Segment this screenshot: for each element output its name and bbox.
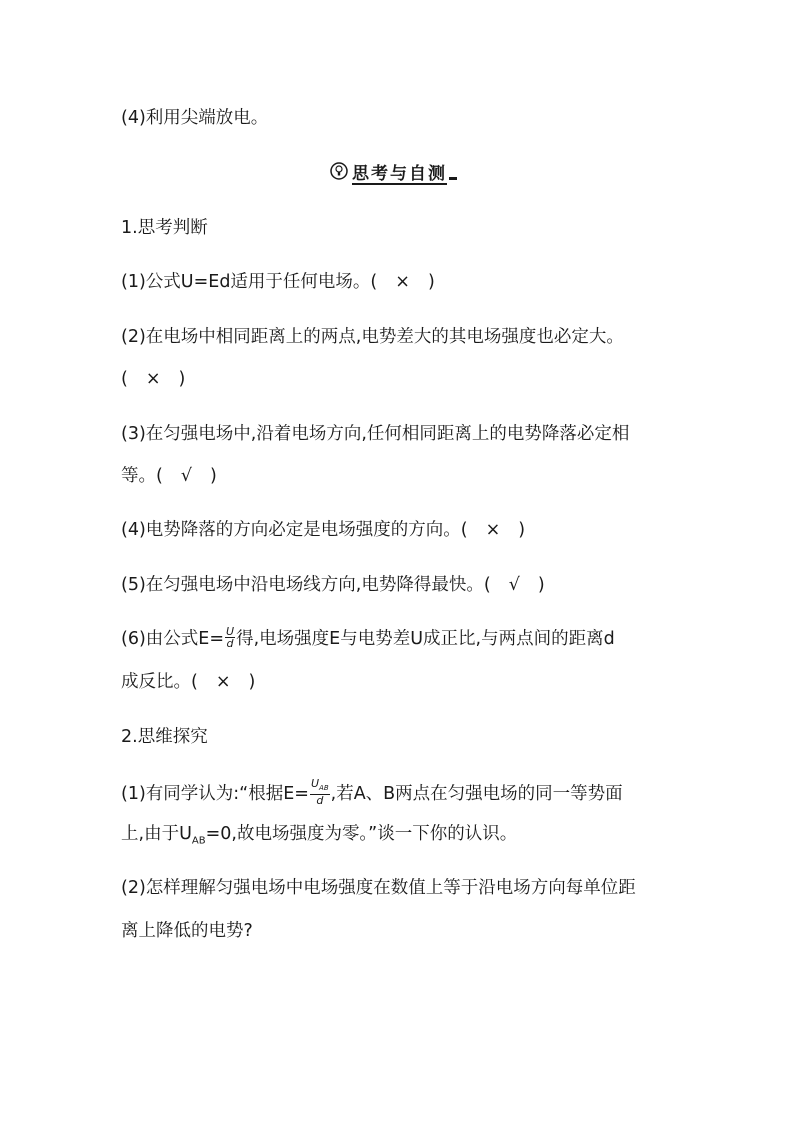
text: =0,故电场强度为零。”谈一下你的认识。 [205, 824, 518, 844]
text: ) [537, 575, 545, 595]
text: 等。( [121, 466, 163, 486]
text: ) [518, 520, 526, 540]
question-3 [121, 422, 629, 446]
text: ( [121, 369, 128, 389]
lightbulb-badge-icon [330, 162, 348, 180]
text: 成反比。( [121, 672, 198, 692]
fraction-u-over-d [225, 626, 235, 649]
answer-mark: √ [180, 466, 192, 486]
text: ) [427, 272, 435, 292]
question-6-answer [121, 670, 255, 694]
question-6 [121, 624, 615, 651]
text: (2)怎样理解匀强电场中电场强度在数值上等于沿电场方向每单位距 [121, 878, 636, 898]
fraction-numerator [310, 778, 330, 795]
fraction-denominator: d [316, 794, 324, 808]
question-5 [121, 573, 545, 597]
text: 离上降低的电势? [121, 921, 253, 941]
numerator-subscript: AB [319, 784, 329, 793]
subscript: AB [191, 835, 206, 847]
text: (2)在电场中相同距离上的两点,电势差大的其电场强度也必定大。 [121, 327, 624, 347]
answer-mark: × [485, 520, 501, 540]
fraction-uab-over-d [310, 778, 330, 806]
text: (4)电势降落的方向必定是电场强度的方向。( [121, 520, 468, 540]
explore-2-cont [121, 919, 253, 943]
numerator-symbol: U [310, 777, 320, 790]
explore-2 [121, 876, 636, 900]
question-3-answer [121, 464, 217, 488]
text: (4)利用尖端放电。 [121, 108, 269, 128]
explore-1-cont [121, 822, 517, 854]
text: (1)公式U=Ed适用于任何电场。( [121, 272, 378, 292]
text: (1)有同学认为:“根据E= [121, 784, 309, 805]
section-title: 思考与自测 [352, 163, 447, 184]
explore-1 [121, 777, 623, 808]
heading-explore [121, 725, 208, 749]
text: 1.思考判断 [121, 218, 208, 238]
text: 2.思维探究 [121, 727, 208, 747]
question-2 [121, 325, 624, 349]
heading-judge [121, 216, 208, 240]
question-2-answer [121, 367, 185, 391]
text: 得,电场强度E与电势差U成正比,与两点间的距离d [236, 629, 615, 649]
text: (3)在匀强电场中,沿着电场方向,任何相同距离上的电势降落必定相 [121, 424, 630, 444]
answer-mark: × [395, 272, 410, 292]
text: (6)由公式E= [121, 629, 225, 649]
answer-mark: × [215, 672, 231, 692]
text: ) [178, 369, 186, 389]
fraction-denominator: d [226, 636, 234, 650]
fraction-numerator: U [226, 624, 235, 638]
text: ) [209, 466, 217, 486]
answer-mark: √ [508, 575, 520, 595]
title-underline-tail [449, 177, 457, 180]
answer-mark: × [145, 369, 161, 389]
question-1 [121, 270, 435, 294]
text: ) [248, 672, 256, 692]
section-header [330, 158, 457, 184]
text: 上,由于U [121, 824, 192, 844]
text: ,若A、B两点在匀强电场的同一等势面 [330, 784, 623, 805]
question-4 [121, 518, 525, 542]
text-line [121, 106, 268, 130]
text: (5)在匀强电场中沿电场线方向,电势降得最快。( [121, 575, 491, 595]
